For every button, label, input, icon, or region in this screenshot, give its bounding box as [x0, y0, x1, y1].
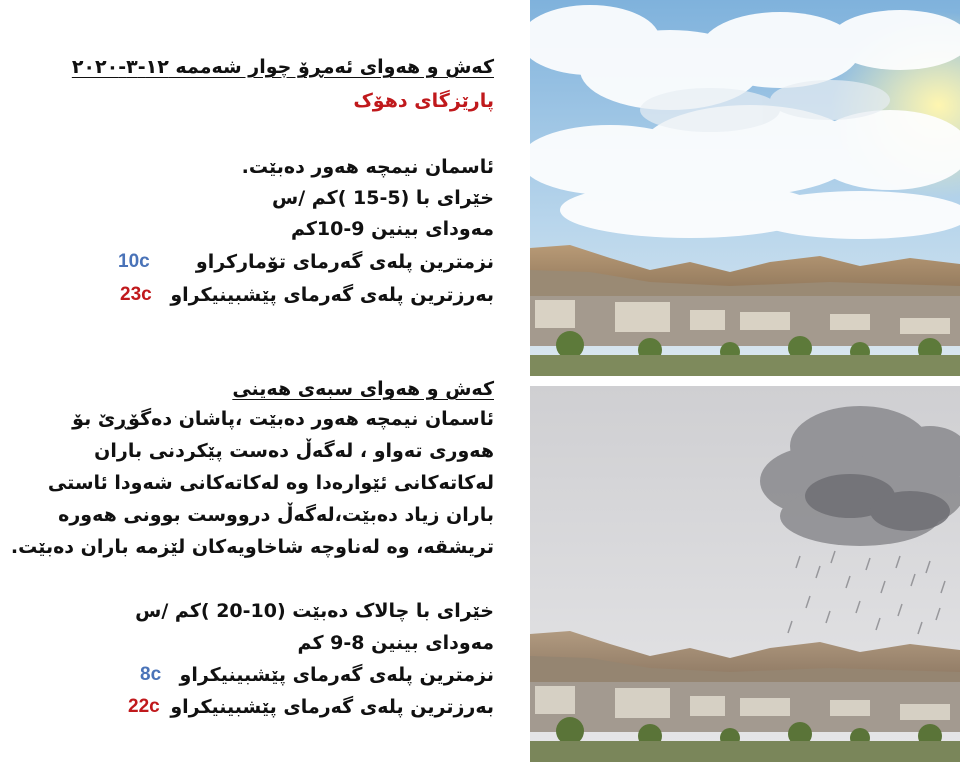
tomorrow-desc-3: لەکاتەکانی ئێوارەدا وە لەکاتەکانی شەودا ئاستی — [47, 472, 494, 494]
tomorrow-desc-2: هەوری تەواو ، لەگەڵ دەست پێکردنی باران — [94, 440, 494, 462]
tomorrow-min-temp: 8c — [140, 664, 162, 685]
today-min-temp: 10c — [118, 251, 150, 272]
partly-cloudy-city-image — [530, 0, 960, 376]
rainy-city-image — [530, 386, 960, 762]
tomorrow-visibility: مەودای بینین 8-9 کم — [297, 632, 494, 654]
tomorrow-max-temp: 22c — [128, 696, 160, 717]
tomorrow-desc-5: تریشقە، وە لەناوچە شاخاویەکان لێزمە باران دەبێت. — [10, 536, 494, 558]
image-divider — [530, 376, 960, 386]
today-visibility: مەودای بینین 9-10کم — [290, 218, 494, 240]
tomorrow-max-label: بەرزترین پلەی گەرمای پێشبینیکراو — [170, 696, 494, 718]
tomorrow-title: کەش و هەوای سبەی هەینی — [232, 378, 494, 400]
today-min-label: نزمترین پلەی گەرمای تۆمارکراو — [195, 251, 494, 273]
tomorrow-min-label: نزمترین پلەی گەرمای پێشبینیکراو — [179, 664, 494, 686]
tomorrow-desc-4: باران زیاد دەبێت،لەگەڵ درووست بوونی هەورە — [58, 504, 494, 526]
today-sky: ئاسمان نیمچە هەور دەبێت. — [241, 156, 494, 178]
tomorrow-desc-1: ئاسمان نیمچە هەور دەبێت ،پاشان دەگۆڕێ بۆ — [72, 408, 494, 430]
tomorrow-wind: خێرای با چالاک دەبێت (10-20 )کم /س — [135, 600, 494, 622]
province-name: پارێزگای دهۆک — [353, 90, 494, 112]
today-wind: خێرای با (5-15 )کم /س — [272, 187, 494, 209]
weather-images-panel — [530, 0, 960, 762]
today-max-temp: 23c — [120, 284, 152, 305]
today-max-label: بەرزترین پلەی گەرمای پێشبینیکراو — [170, 284, 494, 306]
today-title: کەش و هەوای ئەمڕۆ چوار شەممە ١٢-٣-٢٠٢٠ — [71, 56, 494, 78]
